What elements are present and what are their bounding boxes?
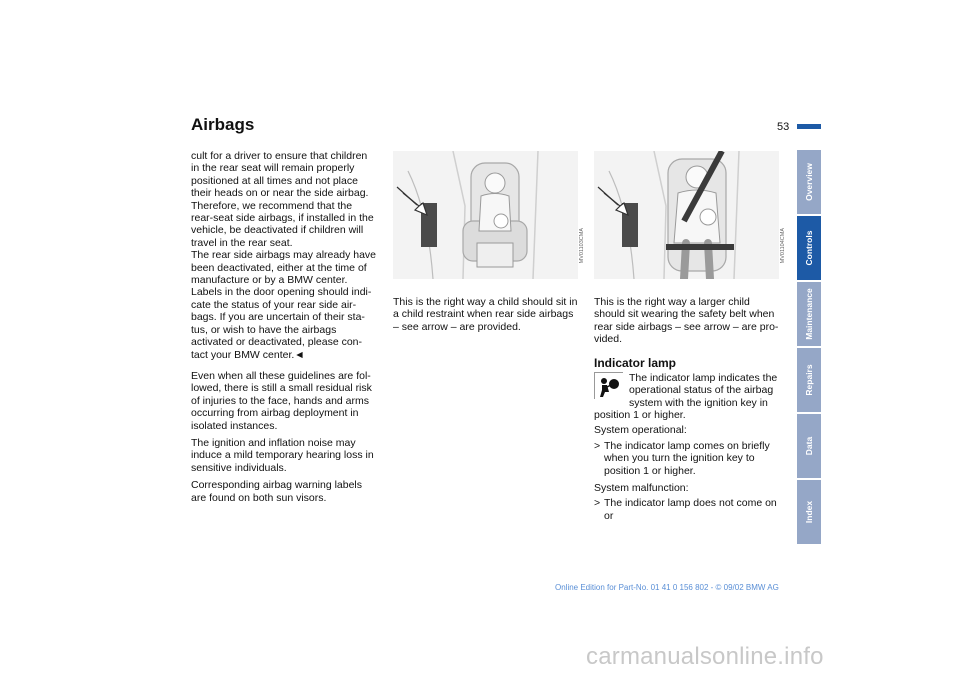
footer-text: Online Edition for Part-No. 01 41 0 156 802 - © 09/02 BMW AG [555, 583, 779, 592]
tab-maintenance[interactable] [797, 282, 821, 346]
tab-data[interactable] [797, 414, 821, 478]
tab-label: Overview [804, 163, 814, 201]
list-item [594, 440, 789, 477]
page-title: Airbags [191, 115, 255, 134]
page-number-bar [797, 124, 821, 129]
paragraph: cult for a driver to ensure that children in the rear seat will remain properly positioned at all times and not place their heads on or near the side airbag. Therefore, we recommend that the rear-seat side airbags, if installed in the vehicle, be deactivated if children will travel in the rear seat. The rear side airbags may already have been deactivated, either at the time of manufacture or by a BMW center. Labels in the door opening should indi- cate the status of your rear side air- bags. If you are uncertain of their sta- tus, or wish to have the airbags activated or deactivated, please con- tact your BMW center.◄ [191, 150, 377, 361]
tab-controls[interactable] [797, 216, 821, 280]
image-code: MV01103CMA [579, 228, 585, 264]
tab-overview[interactable] [797, 150, 821, 214]
operational-label: System operational: [594, 424, 687, 437]
figure-caption: This is the right way a larger child should sit wearing the safety belt when rear side airbags – see arrow – are pro- vided. [594, 296, 779, 346]
larger-child-illustration [594, 151, 779, 279]
list-item [594, 497, 789, 522]
tab-index[interactable] [797, 480, 821, 544]
paragraph: The ignition and inflation noise may induce a mild temporary hearing loss in sensitive individuals. [191, 436, 374, 474]
indicator-intro-continued: position 1 or higher. [594, 409, 686, 421]
text-column-1 [191, 150, 386, 509]
tab-label: Repairs [804, 364, 814, 396]
paragraph: Corresponding airbag warning labels are found on both sun visors. [191, 479, 363, 504]
text-column-2 [393, 296, 588, 338]
text-column-3 [594, 296, 789, 375]
page-number: 53 [777, 121, 790, 133]
indicator-details [594, 409, 789, 522]
paragraph: Even when all these guidelines are fol- lowed, there is still a small residual risk of injuries to the face, hands and arms occurring from airbag deployment in isolated instances. [191, 369, 372, 432]
malfunction-item: The indicator lamp does not come on or [604, 497, 777, 522]
image-code: MV01104CMA [780, 228, 786, 264]
tab-label: Controls [804, 230, 814, 266]
malfunction-label: System malfunction: [594, 482, 689, 495]
section-tabs [797, 150, 821, 546]
tab-label: Maintenance [804, 288, 814, 340]
airbag-warning-icon [594, 372, 623, 399]
tab-label: Index [804, 500, 814, 524]
figure-caption: This is the right way a child should sit in a child restraint when rear side airbags – see arrow – are provided. [393, 296, 578, 333]
tab-repairs[interactable] [797, 348, 821, 412]
bullet: > [594, 497, 601, 510]
indicator-intro: The indicator lamp indicates the operational status of the airbag system with the ignition key in [629, 372, 778, 409]
operational-item: The indicator lamp comes on briefly when you turn the ignition key to position 1 or higher. [604, 439, 770, 477]
bullet: > [594, 439, 601, 452]
child-seat-illustration [393, 151, 578, 279]
tab-label: Data [804, 436, 814, 456]
watermark: carmanualsonline.info [586, 643, 824, 670]
section-heading: Indicator lamp [594, 355, 677, 370]
